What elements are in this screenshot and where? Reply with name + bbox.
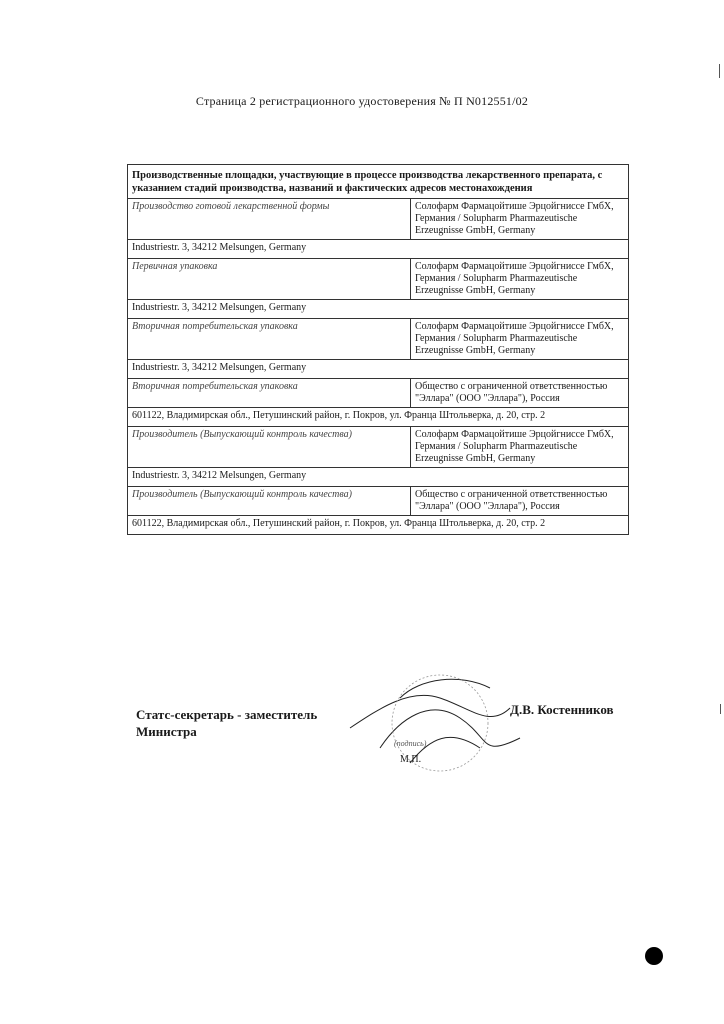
margin-mark xyxy=(719,64,720,78)
site-address-row xyxy=(128,300,629,319)
signatory-position: Статс-секретарь - заместитель Министра xyxy=(136,707,318,739)
site-row xyxy=(128,379,629,408)
seal-label: М.П. xyxy=(400,754,422,765)
signature-caption: (подпись) xyxy=(394,739,427,748)
site-address: Industriestr. 3, 34212 Melsungen, Germany xyxy=(128,300,629,319)
organization-name: Общество с ограниченной ответственностью "Эллара" (ООО "Эллара"), Россия xyxy=(411,379,629,408)
table-header-text: Производственные площадки, участвующие в процессе производства лекарственного препарата, с указанием стадий производства, названий и фактических адресов местонахождения xyxy=(128,165,629,199)
production-stage-label: Вторичная потребительская упаковка xyxy=(128,379,411,408)
site-address: Industriestr. 3, 34212 Melsungen, Germany xyxy=(128,360,629,379)
site-row xyxy=(128,199,629,240)
site-address-row xyxy=(128,360,629,379)
organization-name: Общество с ограниченной ответственностью "Эллара" (ООО "Эллара"), Россия xyxy=(411,487,629,516)
production-stage-label: Производитель (Выпускающий контроль качества) xyxy=(128,427,411,468)
site-address-row xyxy=(128,240,629,259)
site-address: 601122, Владимирская обл., Петушинский район, г. Покров, ул. Франца Штольверка, д. 20, стр. 2 xyxy=(128,408,629,427)
site-address: 601122, Владимирская обл., Петушинский район, г. Покров, ул. Франца Штольверка, д. 20, стр. 2 xyxy=(128,516,629,535)
site-address: Industriestr. 3, 34212 Melsungen, Germany xyxy=(128,468,629,487)
site-address: Industriestr. 3, 34212 Melsungen, Germany xyxy=(128,240,629,259)
signatory-name: Д.В. Костенников xyxy=(510,702,614,717)
site-address-row xyxy=(128,468,629,487)
organization-name: Солофарм Фармацойтише Эрцойгниссе ГмбХ, Германия / Solupharm Pharmazeutische Erzeugnisse GmbH, Germany xyxy=(411,427,629,468)
site-row xyxy=(128,319,629,360)
site-address-row xyxy=(128,516,629,535)
page-title: Страница 2 регистрационного удостоверения № П N012551/02 xyxy=(195,94,529,108)
organization-name: Солофарм Фармацойтише Эрцойгниссе ГмбХ, Германия / Solupharm Pharmazeutische Erzeugnisse GmbH, Germany xyxy=(411,319,629,360)
production-stage-label: Производитель (Выпускающий контроль качества) xyxy=(128,487,411,516)
production-stage-label: Вторичная потребительская упаковка xyxy=(128,319,411,360)
production-sites-table xyxy=(127,164,629,535)
signature-scribble xyxy=(340,668,540,778)
organization-name: Солофарм Фармацойтише Эрцойгниссе ГмбХ, Германия / Solupharm Pharmazeutische Erzeugnisse GmbH, Germany xyxy=(411,259,629,300)
production-stage-label: Производство готовой лекарственной формы xyxy=(128,199,411,240)
site-row xyxy=(128,259,629,300)
organization-name: Солофарм Фармацойтише Эрцойгниссе ГмбХ, Германия / Solupharm Pharmazeutische Erzeugnisse GmbH, Germany xyxy=(411,199,629,240)
production-stage-label: Первичная упаковка xyxy=(128,259,411,300)
margin-mark xyxy=(720,704,721,714)
table-header-row xyxy=(128,165,629,199)
page-dot-mark xyxy=(645,947,663,965)
site-row xyxy=(128,487,629,516)
site-address-row xyxy=(128,408,629,427)
site-row xyxy=(128,427,629,468)
